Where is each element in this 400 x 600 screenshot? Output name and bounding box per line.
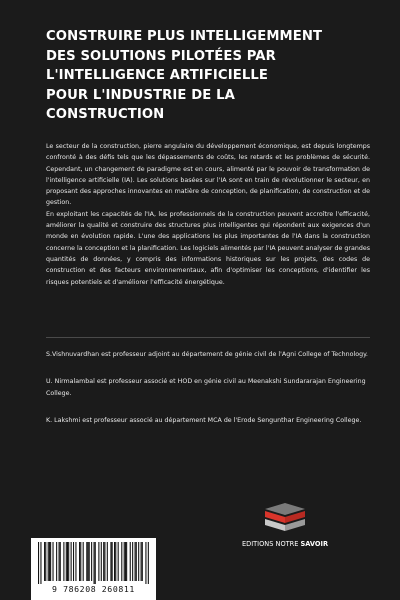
publisher-brand: SAVOIR xyxy=(300,540,329,548)
title-line: CONSTRUIRE PLUS INTELLIGEMMENT xyxy=(46,29,323,44)
author-bios xyxy=(46,349,370,442)
author-bio: S.Vishnuvardhan est professeur adjoint au département de génie civil de l'Agni College of Technology. xyxy=(46,351,368,358)
barcode-bars xyxy=(38,542,149,584)
author-bio: K. Lakshmi est professeur associé au département MCA de l'Erode Sengunthar Engineering College. xyxy=(46,416,362,424)
publisher-logo-icon xyxy=(255,499,315,537)
author-bio: U. Nirmalambal est professeur associé et HOD en génie civil au Meenakshi Sundararajan Engineering College. xyxy=(46,378,366,397)
title-line: DES SOLUTIONS PILOTÉES PAR xyxy=(46,48,276,64)
title-line: CONSTRUCTION xyxy=(46,107,165,122)
book-abstract xyxy=(46,141,370,288)
publisher-name xyxy=(233,540,337,548)
abstract-paragraph: En exploitant les capacités de l'IA, les professionnels de la construction peuvent accroître l'efficacité, améliorer la qualité et construire des structures plus intelligentes qui répondent aux exigences d'un monde en évolution rapide. L'une des applications les plus importantes de l'IA dans la construction concerne la conception et la planification. Les logiciels alimentés par l'IA peuvent analyser de grandes quantités de données, y compris des informations historiques sur les projets, des codes de construction et des facteurs environnementaux, afin d'optimiser les conceptions, d'identifier les risques potentiels et d'améliorer l'efficacité énergétique. xyxy=(46,210,370,286)
isbn-barcode xyxy=(31,538,156,600)
title-line: POUR L'INDUSTRIE DE LA xyxy=(46,87,235,103)
abstract-paragraph: Le secteur de la construction, pierre angulaire du développement économique, est depuis longtemps confronté à des défis tels que les dépassements de coûts, les retards et les problèmes de sécurité. Cependant, un changement de paradigme est en cours, alimenté par le pouvoir de transformation de l'intelligence artificielle (IA). Les solutions basées sur l'IA sont en train de révolutionner le secteur, en proposant des approches innovantes en matière de conception, de planification, de construction et de gestion. xyxy=(46,143,370,207)
divider xyxy=(46,337,370,338)
isbn-number: 9 786208 260811 xyxy=(52,584,135,594)
book-title xyxy=(46,27,366,125)
title-line: L'INTELLIGENCE ARTIFICIELLE xyxy=(46,68,268,83)
publisher-prefix: EDITIONS NOTRE xyxy=(241,540,301,548)
